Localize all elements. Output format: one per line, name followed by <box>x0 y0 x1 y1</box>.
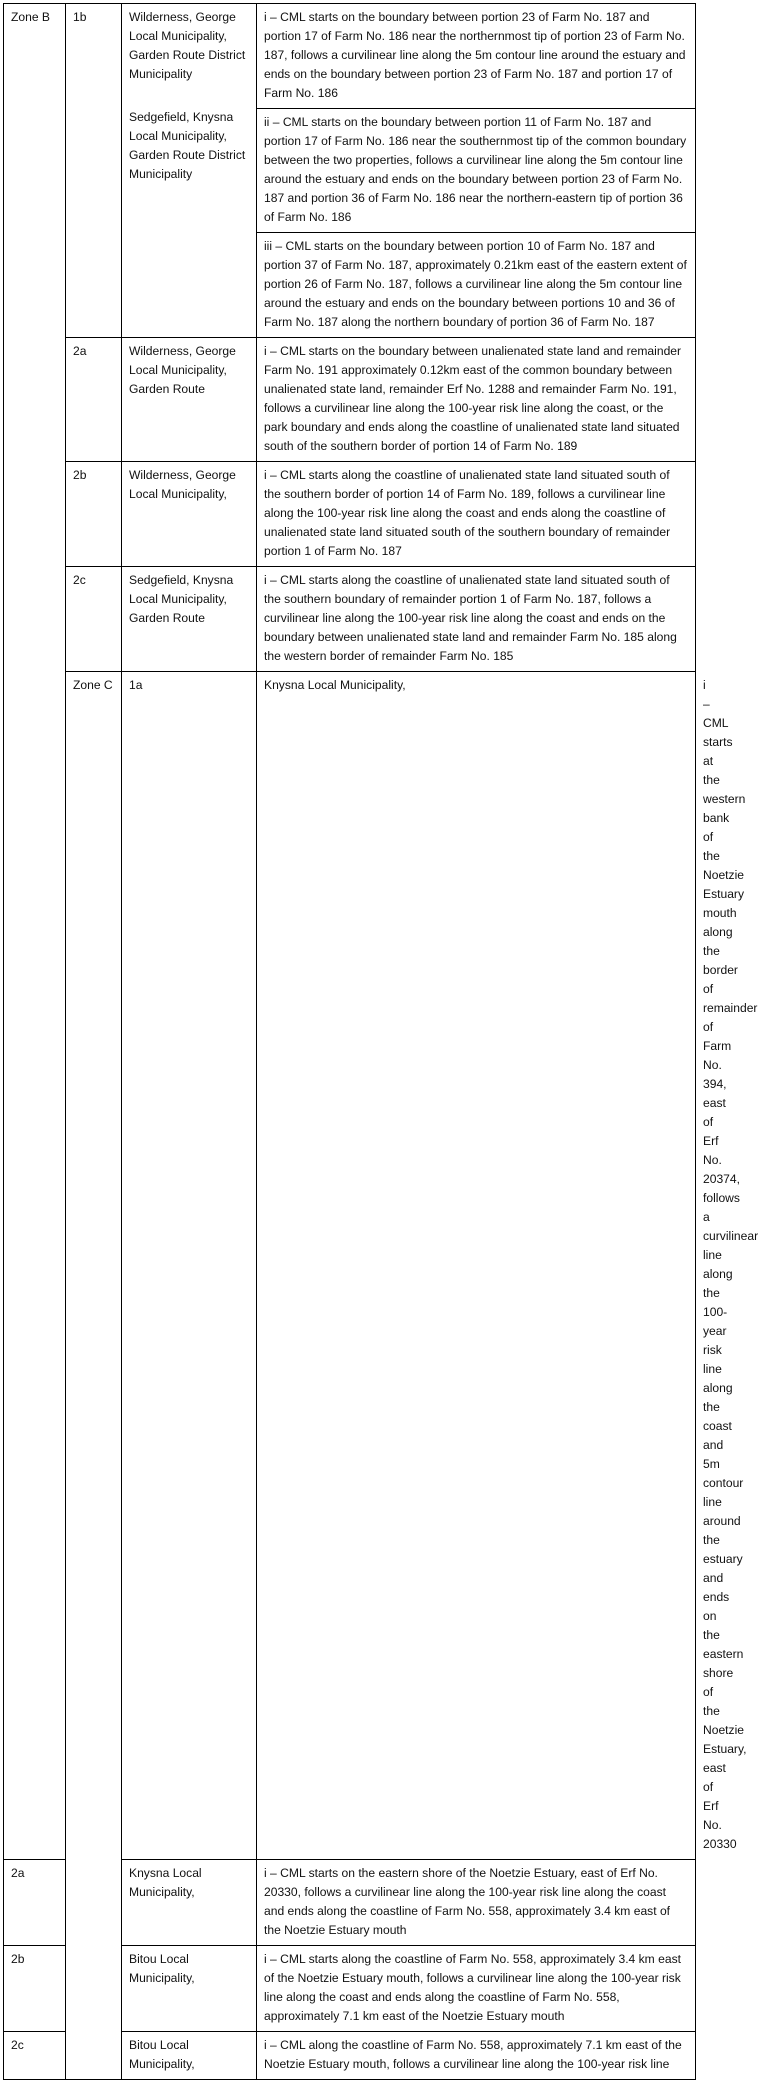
description-cell: ii – CML starts on the boundary between portion 11 of Farm No. 187 and portion 17 of Farm No. 186 near the southernmost tip of the common boundary between the two properties, follows a curvilinear line along the 5m contour line around the estuary and ends on the boundary between portion 23 of Farm No. 187 and portion 36 of Farm No. 186 near the northern-eastern tip of portion 36 of Farm No. 186 <box>257 109 696 233</box>
description-cell: i – CML starts on the eastern shore of the Noetzie Estuary, east of Erf No. 20330, follows a curvilinear line along the 100-year risk line along the coast and ends along the coastline of Farm No. 558, approximately 3.4 km east of the Noetzie Estuary mouth <box>257 1860 696 1946</box>
location-cell <box>122 4 257 338</box>
coastal-management-line-table <box>3 3 758 2080</box>
table-row <box>4 338 696 462</box>
description-cell: i – CML starts on the boundary between portion 23 of Farm No. 187 and portion 17 of Farm No. 186 near the northernmost tip of portion 23 of Farm No. 187, follows a curvilinear line along the 5m contour line around the estuary and ends on the boundary between portion 23 of Farm No. 187 and portion 17 of Farm No. 186 <box>257 4 696 109</box>
description-cell: i – CML starts along the coastline of unalienated state land situated south of the southern border of portion 14 of Farm No. 189, follows a curvilinear line along the 100-year risk line along the coast and ends along the coastline of unalienated state land situated south of the southern boundary of remainder portion 1 of Farm No. 187 <box>257 462 696 567</box>
location-cell: Knysna Local Municipality, <box>257 672 696 1860</box>
zone-cell: Zone C <box>66 672 122 2080</box>
zone-cell: Zone B <box>4 4 66 1860</box>
segment-cell: 2c <box>66 567 122 672</box>
description-cell: i – CML starts along the coastline of unalienated state land situated south of the southern boundary of remainder portion 1 of Farm No. 187, follows a curvilinear line along the 100-year risk line along the coast and ends on the boundary between unalienated state land and remainder Farm No. 185 along the western border of remainder Farm No. 185 <box>257 567 696 672</box>
location-cell: Bitou Local Municipality, <box>122 2032 257 2080</box>
location-cell: Knysna Local Municipality, <box>122 1860 257 1946</box>
table-row <box>4 462 696 567</box>
location-cell: Sedgefield, Knysna Local Municipality, Garden Route <box>122 567 257 672</box>
description-cell: i – CML starts along the coastline of Farm No. 558, approximately 3.4 km east of the Noetzie Estuary mouth, follows a curvilinear line along the 100-year risk line along the coast and ends along the coastline of Farm No. 558, approximately 7.1 km east of the Noetzie Estuary mouth <box>257 1946 696 2032</box>
segment-cell: 2a <box>4 1860 66 1946</box>
description-cell: i – CML along the coastline of Farm No. 558, approximately 7.1 km east of the Noetzie Estuary mouth, follows a curvilinear line along the 100-year risk line <box>257 2032 696 2080</box>
location-cell: Wilderness, George Local Municipality, Garden Route <box>122 338 257 462</box>
location-text: Sedgefield, Knysna Local Municipality, Garden Route District Municipality <box>129 110 246 181</box>
location-cell: Bitou Local Municipality, <box>122 1946 257 2032</box>
segment-cell: 1a <box>122 672 257 1860</box>
segment-cell: 2b <box>66 462 122 567</box>
description-cell: iii – CML starts on the boundary between portion 10 of Farm No. 187 and portion 37 of Farm No. 187, approximately 0.21km east of the eastern extent of portion 26 of Farm No. 187, follows a curvilinear line along the 5m contour line around the estuary and ends on the boundary between portions 10 and 36 of Farm No. 187 along the northern boundary of portion 36 of Farm No. 187 <box>257 233 696 338</box>
segment-cell: 2b <box>4 1946 66 2032</box>
table-row <box>4 4 696 109</box>
table-row: Zone C 1a Knysna Local Municipality, i – CML starts at the western bank of the Noetzie Estuary mouth along the border of remainder of Farm No. 394, east of Erf No. 20374, follows a curvilinear line along the 100-year risk line along the coast and 5m contour line around the estuary and ends on the eastern shore of the Noetzie Estuary, east of Erf No. 20330 <box>4 672 696 1860</box>
location-text: Wilderness, George Local Municipality, Garden Route District Municipality <box>129 10 246 81</box>
table-row <box>4 567 696 672</box>
location-cell: Wilderness, George Local Municipality, <box>122 462 257 567</box>
segment-cell: 1b <box>66 4 122 338</box>
description-cell: i – CML starts on the boundary between unalienated state land and remainder Farm No. 191 approximately 0.12km east of the common boundary between unalienated state land, remainder Erf No. 1288 and remainder Farm No. 191, follows a curvilinear line along the 100-year risk line along the coast, or the park boundary and ends along the coastline of unalienated state land situated south of the southern border of portion 14 of Farm No. 189 <box>257 338 696 462</box>
segment-cell: 2c <box>4 2032 66 2080</box>
segment-cell: 2a <box>66 338 122 462</box>
